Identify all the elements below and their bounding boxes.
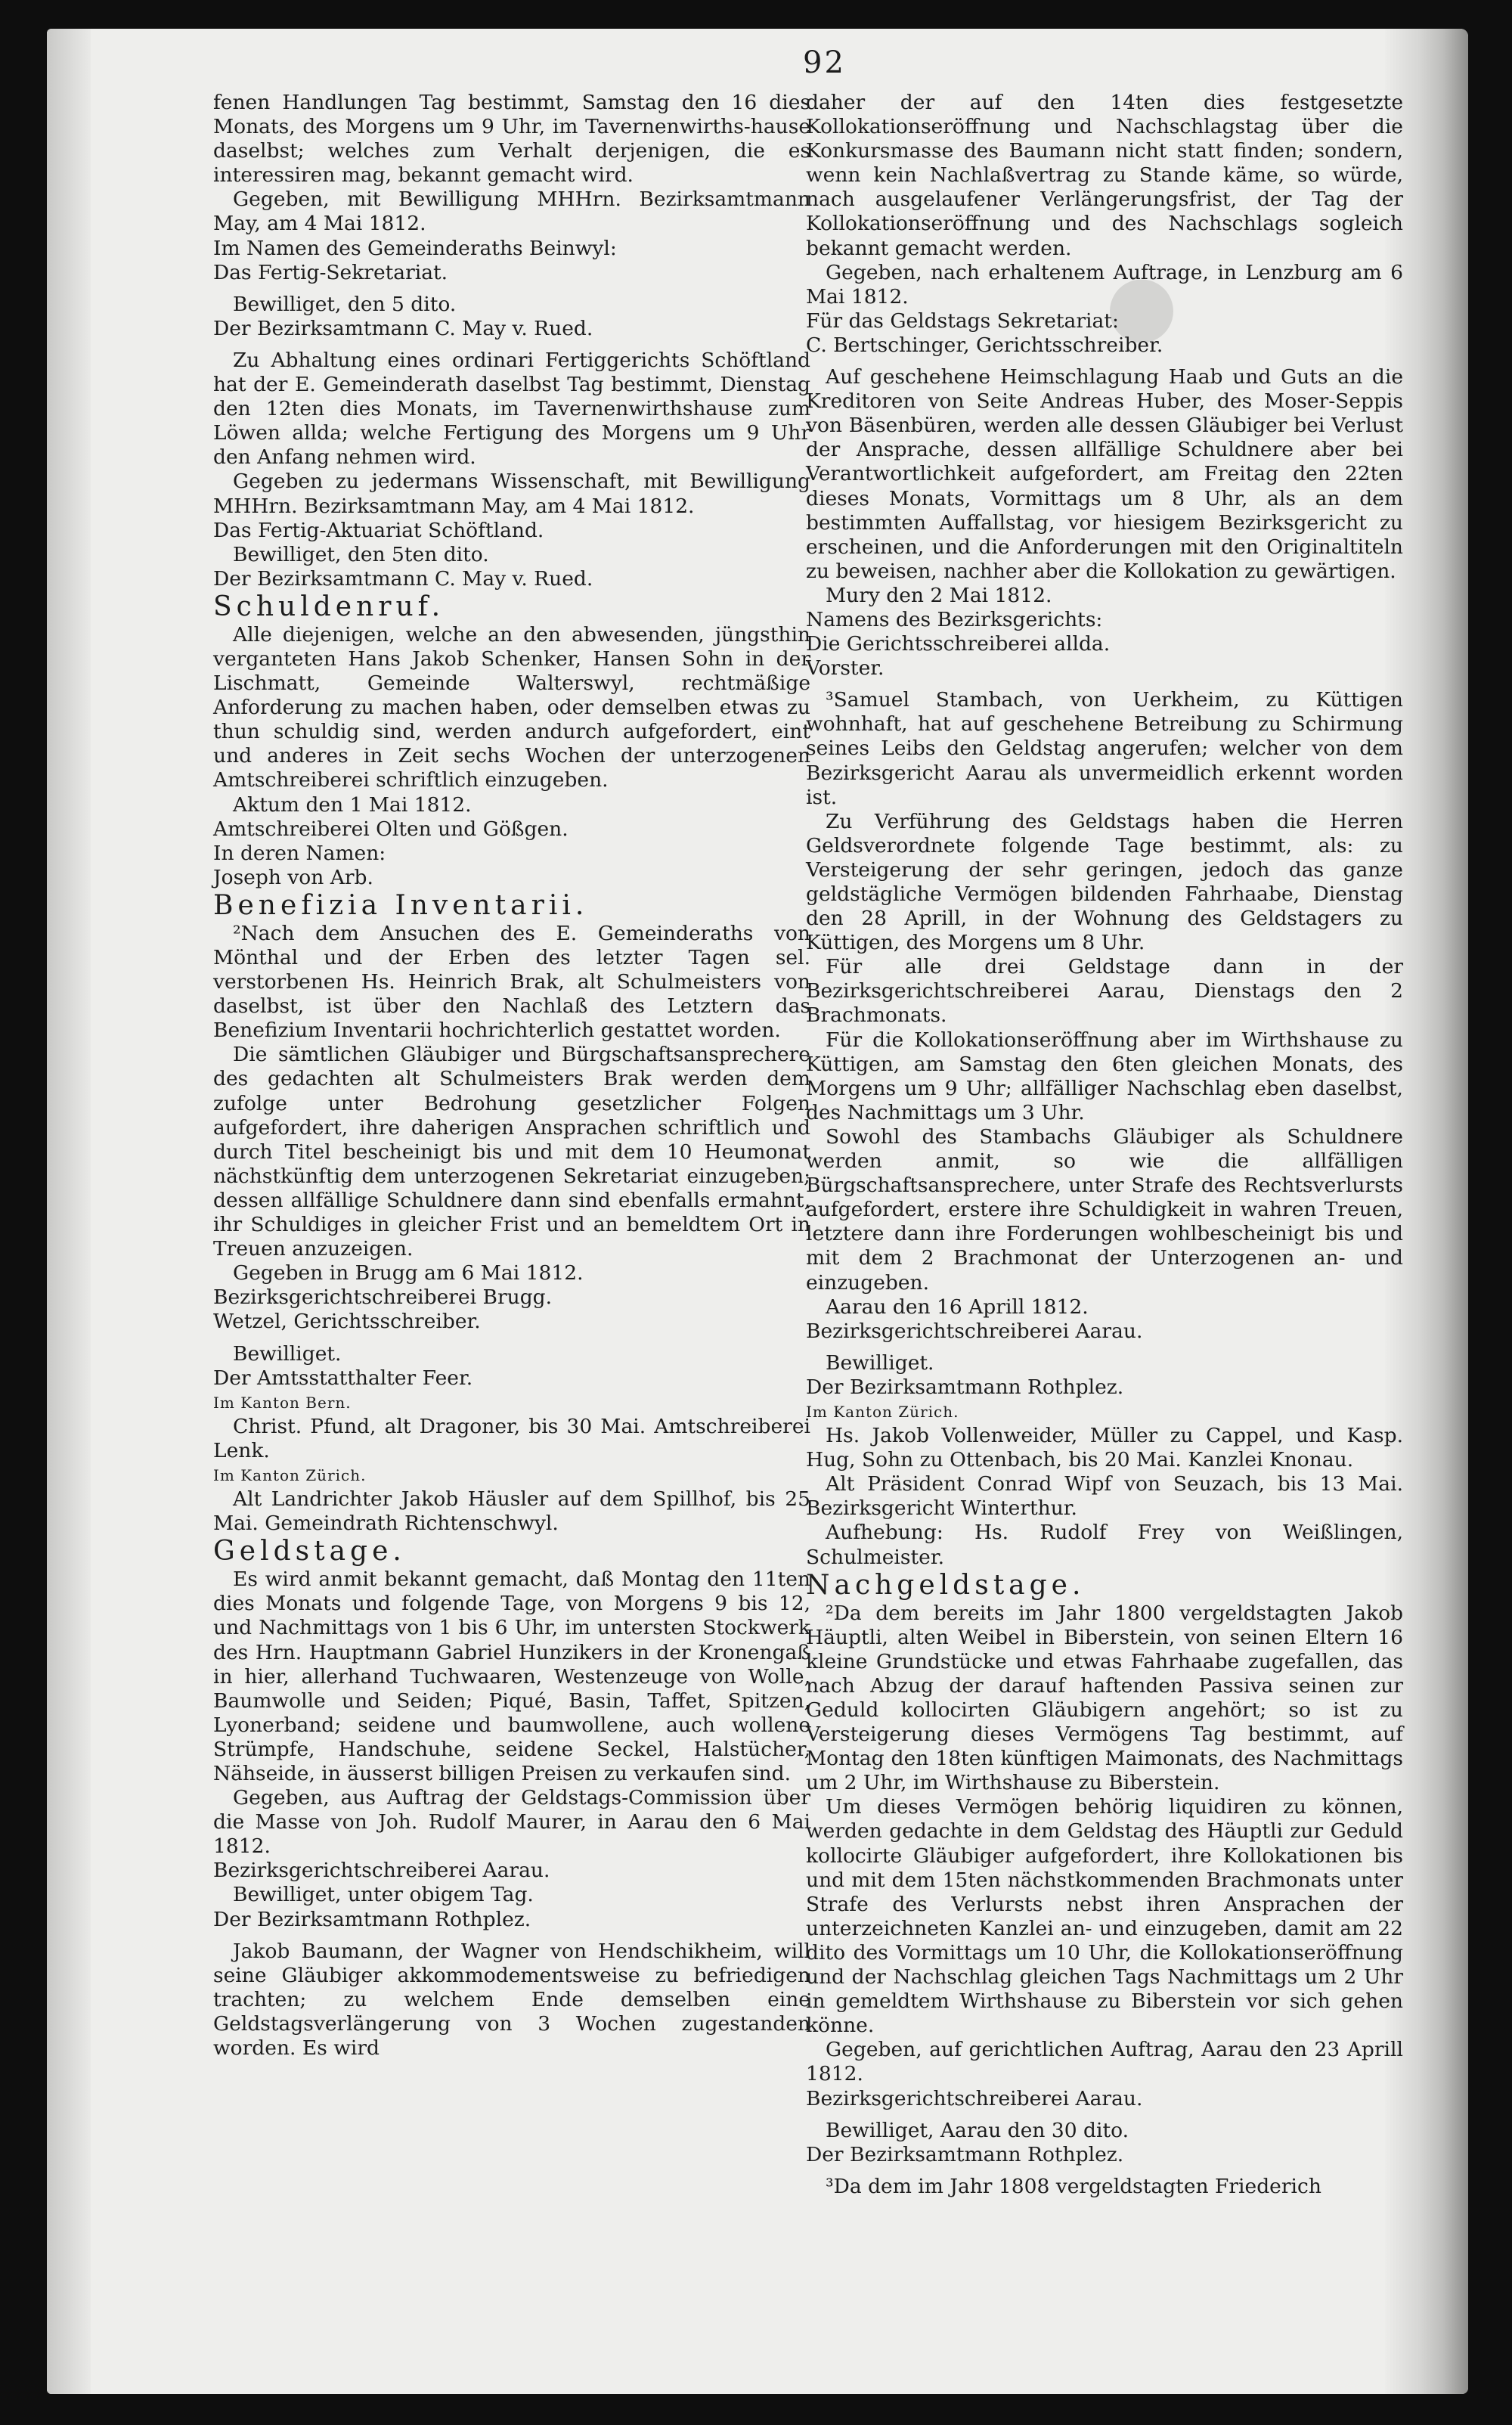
text-paragraph: Im Namen des Gemeinderaths Beinwyl:: [213, 236, 617, 260]
text-paragraph: Die sämtlichen Gläubiger und Bürgschaftsansprechere des gedachten alt Schulmeisters Brak werden dem zufolge unter Bedrohung gesetzlicher Folgen aufgefordert, ihre daherigen Ansprachen schriftlich und durch Titel bescheinigt bis und mit dem 10 Heumonat nächstkünftig dem unterzogenen Sekretariat einzugeben; dessen allfällige Schuldnere dann sind ebenfalls ermahnt, ihr Schuldiges in gleicher Frist und an bemeldtem Ort in Treuen anzuzeigen.: [213, 1043, 810, 1261]
text-paragraph: Um dieses Vermögen behörig liquidiren zu können, werden gedachte in dem Geldstag des Häuptli zur Geduld kollocirte Gläubiger aufgefordert, ihre Kollokationen bis und mit dem 15ten nächstkommenden Brachmonats unter Strafe des Verlursts nebst ihren Ansprachen der unterzeichneten Kanzlei an- und einzugeben, damit am 22 dito des Vormittags um 10 Uhr, die Kollokationseröffnung und der Nachschlag gleichen Tags Nachmittags um 2 Uhr in gemeldtem Wirthshause zu Biberstein vor sich gehen könne.: [806, 1795, 1403, 2038]
text-paragraph: Der Bezirksamtmann C. May v. Rued.: [213, 316, 593, 340]
text-paragraph: Auf geschehene Heimschlagung Haab und Guts an die Kreditoren von Seite Andreas Huber, des Moser-Seppis von Bäsenbüren, werden alle dessen Gläubiger bei Verlust der Ansprache, dessen allfällige Schuldnere aber bei Verantwortlichkeit aufgefordert, am Freitag den 22ten dieses Monats, Vormittags um 8 Uhr, als an dem bestimmten Auffallstag, vor hiesigem Bezirksgericht zu erscheinen, und die Anforderungen mit den Originaltiteln zu beweisen, nachher aber die Kollokation zu gewärtigen.: [806, 365, 1403, 583]
text-paragraph: Zu Abhaltung eines ordinari Fertiggerichts Schöftland hat der E. Gemeinderath daselbst Tag bestimmt, Dienstag den 12ten dies Monats, im Tavernenwirthshause zum Löwen allda; welche Fertigung des Morgens um 9 Uhr den Anfang nehmen wird.: [213, 348, 810, 470]
section-heading: Benefizia Inventarii.: [213, 889, 589, 921]
text-paragraph: Sowohl des Stambachs Gläubiger als Schuldnere werden anmit, so wie die allfälligen Bürgschaftsansprechere, unter Strafe des Rechtsverlursts aufgefordert, erstere ihre Schuldigkeit in wahren Treuen, letztere dann ihre Forderungen wohlbescheinigt bis und mit dem 2 Brachmonat der Unterzogenen an- und einzugeben.: [806, 1124, 1403, 1295]
text-paragraph: Hs. Jakob Vollenweider, Müller zu Cappel, und Kasp. Hug, Sohn zu Ottenbach, bis 20 Mai. Kanzlei Knonau.: [806, 1424, 1403, 1472]
right-column: [806, 91, 1403, 2199]
text-paragraph: ²Da dem bereits im Jahr 1800 vergeldstagten Jakob Häuptli, alten Weibel in Biberstein, von seinen Eltern 16 kleine Grundstücke und etwas Fahrhaabe zugefallen, das nach Abzug der darauf haftenden Passiva seinen zur Geduld kollocirten Gläubigern angehört; so ist zu Versteigerung dieses Vermögens Tag bestimmt, auf Montag den 18ten künftigen Maimonats, des Nachmittags um 2 Uhr, im Wirthshause zu Biberstein.: [806, 1601, 1403, 1795]
section-heading: Nachgeldstage.: [806, 1569, 1086, 1601]
left-column: [213, 91, 810, 2061]
paragraph-spacer: [213, 1932, 810, 1940]
paragraph-spacer: [806, 1344, 1403, 1351]
canton-subheading: Im Kanton Zürich.: [806, 1402, 959, 1421]
paragraph-spacer: [806, 358, 1403, 365]
text-paragraph: ³Da dem im Jahr 1808 vergeldstagten Friederich: [826, 2174, 1321, 2198]
text-paragraph: Alt Präsident Conrad Wipf von Seuzach, bis 13 Mai. Bezirksgericht Winterthur.: [806, 1472, 1403, 1521]
text-paragraph: Christ. Pfund, alt Dragoner, bis 30 Mai. Amtschreiberei Lenk.: [213, 1414, 810, 1462]
text-paragraph: Für alle drei Geldstage dann in der Bezirksgerichtschreiberei Aarau, Dienstags den 2 Brachmonats.: [806, 955, 1403, 1028]
text-paragraph: Bezirksgerichtschreiberei Aarau.: [806, 1319, 1143, 1343]
text-paragraph: Bewilliget, den 5ten dito.: [233, 542, 489, 566]
text-paragraph: Bewilliget.: [826, 1350, 934, 1375]
paragraph-spacer: [213, 285, 810, 293]
text-paragraph: In deren Namen:: [213, 841, 386, 865]
text-paragraph: Es wird anmit bekannt gemacht, daß Montag den 11ten dies Monats und folgende Tage, von Morgens 9 bis 12, und Nachmittags von 1 bis 6 Uhr, im untersten Stockwerk des Hrn. Hauptmann Gabriel Hunzikers in der Kronengaß in hier, allerhand Tuchwaaren, Westenzeuge von Wolle, Baumwolle und Seiden; Piqué, Basin, Taffet, Spitzen, Lyonerband; seidene und baumwollene, auch wollene Strümpfe, Handschuhe, seidene Seckel, Halstücher, Nähseide, in äusserst billigen Preisen zu verkaufen sind.: [213, 1568, 810, 1785]
text-paragraph: Bezirksgerichtschreiberei Aarau.: [213, 1859, 550, 1883]
text-paragraph: Amtschreiberei Olten und Gößgen.: [213, 817, 569, 841]
page-fold-shadow: [47, 29, 91, 2394]
text-paragraph: Bewilliget, Aarau den 30 dito.: [826, 2118, 1129, 2142]
text-paragraph: Das Fertig-Sekretariat.: [213, 260, 448, 284]
canton-subheading: Im Kanton Bern.: [213, 1393, 352, 1412]
text-paragraph: ³Samuel Stambach, von Uerkheim, zu Küttigen wohnhaft, hat auf geschehene Betreibung zu Schirmung seines Leibs den Geldstag angerufen; welcher von dem Bezirksgericht Aarau als unvermeidlich erkennt worden ist.: [806, 688, 1403, 809]
text-paragraph: Zu Verführung des Geldstags haben die Herren Geldsverordnete folgende Tage bestimmt, als: zu Versteigerung der sehr geringen, jedoch das ganze geldstägliche Vermögen bildenden Fahrhaabe, Dienstag den 28 Aprill, in der Wohnung des Geldstagers zu Küttigen, des Morgens um 8 Uhr.: [806, 809, 1403, 955]
text-paragraph: Namens des Bezirksgerichts:: [806, 607, 1103, 631]
text-paragraph: Der Amtsstatthalter Feer.: [213, 1366, 473, 1390]
text-paragraph: Alt Landrichter Jakob Häusler auf dem Spillhof, bis 25 Mai. Gemeindrath Richtenschwyl.: [213, 1487, 810, 1536]
text-paragraph: Bewilliget, unter obigem Tag.: [233, 1883, 534, 1907]
text-paragraph: Der Bezirksamtmann Rothplez.: [806, 2142, 1124, 2166]
text-paragraph: Gegeben, aus Auftrag der Geldstags-Commission über die Masse von Joh. Rudolf Maurer, in Aarau den 6 Mai 1812.: [213, 1786, 810, 1859]
text-paragraph: Jakob Baumann, der Wagner von Hendschikheim, will seine Gläubiger akkommodementsweise zu befriedigen trachten; zu welchem Ende demselben eine Geldstagsverlängerung von 3 Wochen zugestanden worden. Es wird: [213, 1939, 810, 2061]
text-paragraph: Mury den 2 Mai 1812.: [826, 583, 1052, 607]
paragraph-spacer: [213, 341, 810, 349]
text-paragraph: Alle diejenigen, welche an den abwesenden, jüngsthin verganteten Hans Jakob Schenker, Hansen Sohn in der Lischmatt, Gemeinde Walterswyl, rechtmäßige Anforderung zu machen haben, oder demselben etwas zu thun schuldig sind, werden andurch aufgefordert, eint und anderes in Zeit sechs Wochen der unterzogenen Amtschreiberei schriftlich einzugeben.: [213, 622, 810, 792]
text-paragraph: Bezirksgerichtschreiberei Brugg.: [213, 1285, 553, 1310]
text-paragraph: Der Bezirksamtmann Rothplez.: [806, 1375, 1124, 1399]
text-paragraph: Bewilliget, den 5 dito.: [233, 292, 457, 316]
newspaper-page: [47, 29, 1468, 2394]
section-heading: Schuldenruf.: [213, 591, 445, 622]
text-paragraph: Aufhebung: Hs. Rudolf Frey von Weißlingen, Schulmeister.: [806, 1521, 1403, 1569]
canton-subheading: Im Kanton Zürich.: [213, 1465, 367, 1484]
paragraph-spacer: [806, 2167, 1403, 2175]
paragraph-spacer: [806, 2111, 1403, 2119]
text-paragraph: Wetzel, Gerichtsschreiber.: [213, 1310, 481, 1334]
text-paragraph: Vorster.: [806, 656, 885, 681]
section-heading: Geldstage.: [213, 1536, 406, 1568]
paragraph-spacer: [806, 681, 1403, 688]
text-paragraph: Für die Kollokationseröffnung aber im Wirthshause zu Küttigen, am Samstag den 6ten gleichen Monats, des Morgens um 9 Uhr; allfälliger Nachschlag eben daselbst, des Nachmittags um 3 Uhr.: [806, 1028, 1403, 1124]
text-paragraph: ²Nach dem Ansuchen des E. Gemeinderaths von Mönthal und der Erben des letzter Tagen sel. verstorbenen Hs. Heinrich Brak, alt Schulmeisters von daselbst, ist über den Nachlaß des Letztern das Benefizium Inventarii hochrichterlich gestattet worden.: [213, 921, 810, 1043]
text-paragraph: Gegeben in Brugg am 6 Mai 1812.: [233, 1261, 584, 1285]
text-paragraph: Gegeben, auf gerichtlichen Auftrag, Aarau den 23 Aprill 1812.: [806, 2038, 1403, 2086]
text-paragraph: Joseph von Arb.: [213, 865, 373, 889]
text-paragraph: Der Bezirksamtmann C. May v. Rued.: [213, 566, 593, 591]
text-paragraph: Für das Geldstags Sekretariat:: [806, 309, 1119, 333]
text-paragraph: Das Fertig-Aktuariat Schöftland.: [213, 518, 544, 542]
text-paragraph: Die Gerichtsschreiberei allda.: [806, 632, 1111, 656]
text-paragraph: Gegeben, mit Bewilligung MHHrn. Bezirksamtmann May, am 4 Mai 1812.: [213, 188, 810, 236]
paragraph-spacer: [213, 1335, 810, 1342]
text-paragraph: Bezirksgerichtschreiberei Aarau.: [806, 2086, 1143, 2110]
text-paragraph: Der Bezirksamtmann Rothplez.: [213, 1907, 531, 1931]
text-paragraph: Gegeben zu jedermans Wissenschaft, mit Bewilligung MHHrn. Bezirksamtmann May, am 4 Mai 1812.: [213, 470, 810, 518]
page-number: 92: [803, 45, 846, 80]
text-paragraph: C. Bertschinger, Gerichtsschreiber.: [806, 333, 1163, 357]
text-paragraph: Gegeben, nach erhaltenem Auftrage, in Lenzburg am 6 Mai 1812.: [806, 260, 1403, 309]
text-paragraph: Bewilliget.: [233, 1341, 342, 1366]
text-paragraph: fenen Handlungen Tag bestimmt, Samstag den 16 dies Monats, des Morgens um 9 Uhr, im Tavernenwirths-hause daselbst; welches zum Verhalt derjenigen, die es interessiren mag, bekannt gemacht wird.: [213, 91, 810, 188]
bleed-through-mark: ●: [1105, 256, 1178, 352]
text-paragraph: Aarau den 16 Aprill 1812.: [826, 1295, 1089, 1319]
text-paragraph: Aktum den 1 Mai 1812.: [233, 792, 472, 817]
text-paragraph: daher der auf den 14ten dies festgesetzte Kollokationseröffnung und Nachschlagstag über die Konkursmasse des Baumann nicht statt finden; sondern, wenn kein Nachlaßvertrag zu Stande käme, so würde, nach ausgelaufener Verlängerungsfrist, der Tag der Kollokationseröffnung und des Nachschlags sogleich bekannt gemacht werden.: [806, 91, 1403, 260]
